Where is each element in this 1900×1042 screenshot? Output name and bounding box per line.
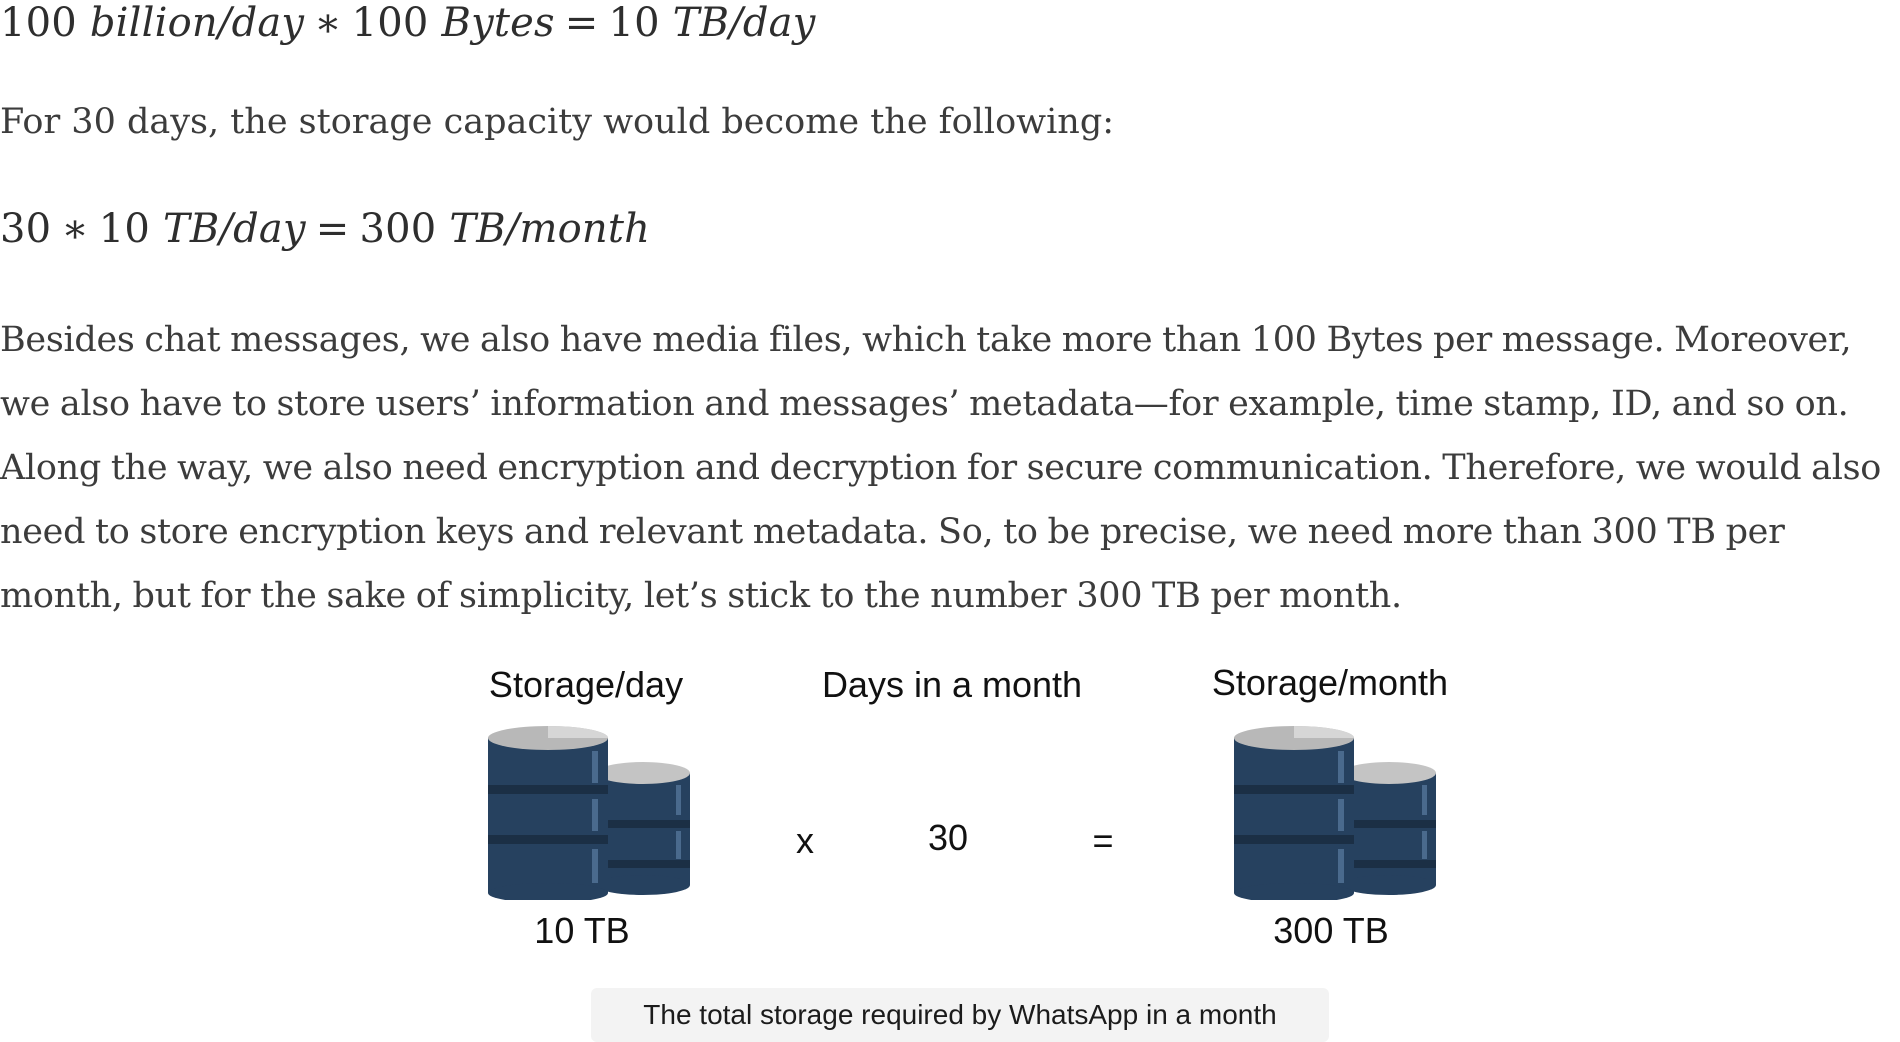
eq1-unit3: TB/day xyxy=(672,0,816,46)
eq2-num1: 30 xyxy=(0,206,52,252)
storage-month-value: 300 TB xyxy=(1273,910,1389,951)
paragraph-storage-explanation: Besides chat messages, we also have media files, which take more than 100 Bytes per message. Moreover, we also have to store users’ information and messages’ metadata—for example, time stamp, ID, and so on. Along the way, we also need encryption and decryption for secure communication. Therefore, we would also need to store encryption keys and relevant metadata. So, to be precise, we need more than 300 TB per month, but for the sake of simplicity, let’s stick to the number 300 TB per month. xyxy=(0,320,1882,616)
eq2-op1: ∗ xyxy=(61,206,89,252)
eq1-op1: ∗ xyxy=(314,0,342,46)
eq2-num3: 300 xyxy=(359,206,437,252)
eq2-unit2: TB/day xyxy=(162,206,306,252)
equals-operator: = xyxy=(1092,820,1114,861)
days-value: 30 xyxy=(927,817,969,858)
figure-caption: The total storage required by WhatsApp in a month xyxy=(591,988,1329,1042)
eq2-unit3: TB/month xyxy=(449,206,651,252)
multiply-operator: x xyxy=(796,820,814,861)
eq1-num3: 10 xyxy=(608,0,660,46)
database-stack-icon xyxy=(1232,725,1452,900)
eq1-equals: = xyxy=(564,0,599,46)
eq1-num1: 100 xyxy=(0,0,77,46)
paragraph-30-days: For 30 days, the storage capacity would become the following: xyxy=(0,102,1115,142)
storage-month-label: Storage/month xyxy=(1211,662,1449,703)
equation-monthly-storage xyxy=(0,206,650,252)
equation-daily-storage xyxy=(0,0,816,46)
eq1-num2: 100 xyxy=(351,0,429,46)
eq2-equals: = xyxy=(315,206,350,252)
eq1-unit2: Bytes xyxy=(441,0,555,46)
eq1-unit1: billion/day xyxy=(89,0,305,46)
storage-day-label: Storage/day xyxy=(488,664,684,705)
eq2-num2: 10 xyxy=(98,206,151,252)
days-in-month-label: Days in a month xyxy=(821,664,1083,705)
database-stack-icon xyxy=(486,725,706,900)
storage-day-value: 10 TB xyxy=(534,910,630,951)
